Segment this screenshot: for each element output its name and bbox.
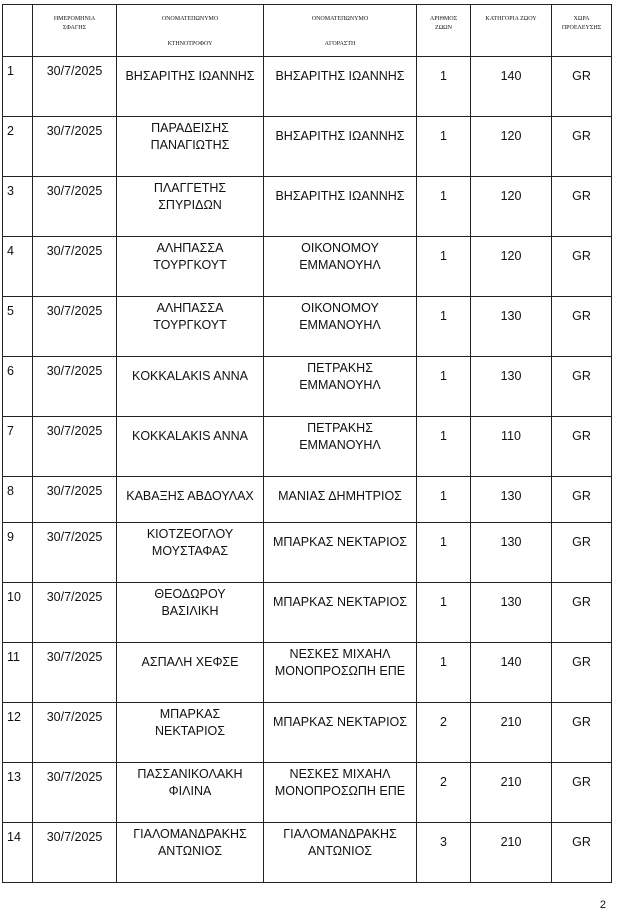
animal-category-cell: 120 <box>471 237 552 297</box>
breeder-name-cell-line: ΘΕΟΔΩΡΟΥ <box>154 587 226 601</box>
slaughter-date-cell: 30/7/2025 <box>33 703 117 763</box>
table-row <box>3 117 612 177</box>
table-row <box>3 643 612 703</box>
buyer-name-cell <box>264 57 417 117</box>
buyer-name-cell-line: ΜΟΝΟΠΡΟΣΩΠΗ ΕΠΕ <box>274 784 406 798</box>
row-index-cell: 14 <box>3 823 33 883</box>
header-date-line-2: ΣΦΑΓΗΣ <box>62 25 87 31</box>
breeder-name-cell-line: ΒΑΣΙΛΙΚΗ <box>161 604 219 618</box>
header-country-of-origin <box>552 5 612 57</box>
row-index-cell: 8 <box>3 477 33 523</box>
header-index <box>3 5 33 57</box>
header-breeder-line-2: ΚΤΗΝΟΤΡΟΦΟΥ <box>167 41 213 47</box>
table-row <box>3 823 612 883</box>
country-of-origin-cell: GR <box>552 703 612 763</box>
buyer-name-cell-line: ΜΠΑΡΚΑΣ ΝΕΚΤΑΡΙΟΣ <box>273 715 407 729</box>
buyer-name-cell-line: ΕΜΜΑΝΟΥΗΛ <box>299 258 381 272</box>
buyer-name-cell <box>264 417 417 477</box>
table-header-row <box>3 5 612 57</box>
animal-count-cell: 2 <box>417 763 471 823</box>
buyer-name-cell <box>264 297 417 357</box>
breeder-name-cell <box>117 823 264 883</box>
table-row <box>3 177 612 237</box>
country-of-origin-cell: GR <box>552 177 612 237</box>
page-number: 2 <box>599 899 606 911</box>
breeder-name-cell-line: ΜΠΑΡΚΑΣ <box>159 707 221 721</box>
animal-count-cell: 1 <box>417 523 471 583</box>
breeder-name-cell-line: ΦΙΛΙΝΑ <box>168 784 212 798</box>
table-row <box>3 583 612 643</box>
table-row <box>3 523 612 583</box>
breeder-name-cell <box>117 237 264 297</box>
buyer-name-cell <box>264 477 417 523</box>
header-date-line-1: ΗΜΕΡΟΜΗΝΙΑ <box>53 16 96 22</box>
row-index-cell: 9 <box>3 523 33 583</box>
slaughter-records-table-wrapper <box>2 4 611 882</box>
row-index-cell: 12 <box>3 703 33 763</box>
animal-count-cell: 3 <box>417 823 471 883</box>
table-row <box>3 57 612 117</box>
header-breeder-line-1: ΟΝΟΜΑΤΕΠΩΝΥΜΟ <box>161 16 219 22</box>
buyer-name-cell-line: ΝΕΣΚΕΣ ΜΙΧΑΗΛ <box>289 647 391 661</box>
buyer-name-cell-line: ΓΙΑΛΟΜΑΝΔΡΑΚΗΣ <box>283 827 397 841</box>
header-animal-category <box>471 5 552 57</box>
breeder-name-cell-line: ΠΛΑΓΓΕΤΗΣ <box>153 181 227 195</box>
header-count-line-1: ΑΡΙΘΜΟΣ <box>429 16 458 22</box>
animal-category-cell: 140 <box>471 643 552 703</box>
animal-category-cell: 130 <box>471 477 552 523</box>
slaughter-date-cell: 30/7/2025 <box>33 117 117 177</box>
buyer-name-cell-line: ΕΜΜΑΝΟΥΗΛ <box>299 318 381 332</box>
buyer-name-cell-line: ΕΜΜΑΝΟΥΗΛ <box>299 438 381 452</box>
slaughter-date-cell: 30/7/2025 <box>33 583 117 643</box>
slaughter-date-cell: 30/7/2025 <box>33 297 117 357</box>
header-count-line-2: ΖΩΩΝ <box>435 25 452 31</box>
breeder-name-cell-line: ΚΙΟΤΖΕΟΓΛΟΥ <box>146 527 234 541</box>
buyer-name-cell <box>264 117 417 177</box>
breeder-name-cell <box>117 117 264 177</box>
animal-category-cell: 130 <box>471 583 552 643</box>
breeder-name-cell <box>117 477 264 523</box>
animal-category-cell: 120 <box>471 177 552 237</box>
row-index-cell: 1 <box>3 57 33 117</box>
buyer-name-cell <box>264 523 417 583</box>
animal-category-cell: 140 <box>471 57 552 117</box>
slaughter-date-cell: 30/7/2025 <box>33 523 117 583</box>
animal-count-cell: 1 <box>417 237 471 297</box>
header-buyer-line-2: ΑΓΟΡΑΣΤΗ <box>324 41 356 47</box>
header-country-line-2: ΠΡΟΕΛΕΥΣΗΣ <box>561 25 602 31</box>
header-country-line-1: ΧΩΡΑ <box>573 16 590 22</box>
buyer-name-cell-line: ΑΝΤΩΝΙΟΣ <box>307 844 373 858</box>
slaughter-date-cell: 30/7/2025 <box>33 763 117 823</box>
row-index-cell: 7 <box>3 417 33 477</box>
header-breeder-name <box>117 5 264 57</box>
breeder-name-cell-line: ΒΗΣΑΡΙΤΗΣ ΙΩΑΝΝΗΣ <box>125 69 255 83</box>
animal-count-cell: 1 <box>417 57 471 117</box>
row-index-cell: 3 <box>3 177 33 237</box>
table-row <box>3 297 612 357</box>
animal-count-cell: 2 <box>417 703 471 763</box>
buyer-name-cell-line: ΠΕΤΡΑΚΗΣ <box>307 361 373 375</box>
breeder-name-cell-line: ΑΛΗΠΑΣΣΑ <box>156 301 224 315</box>
buyer-name-cell <box>264 703 417 763</box>
table-row <box>3 357 612 417</box>
breeder-name-cell-line: ΠΑΡΑΔΕΙΣΗΣ <box>151 121 229 135</box>
row-index-cell: 13 <box>3 763 33 823</box>
animal-count-cell: 1 <box>417 583 471 643</box>
breeder-name-cell-line: ΑΝΤΩΝΙΟΣ <box>157 844 223 858</box>
breeder-name-cell-line: ΝΕΚΤΑΡΙΟΣ <box>154 724 225 738</box>
breeder-name-cell-line: ΠΑΝΑΓΙΩΤΗΣ <box>150 138 230 152</box>
animal-count-cell: 1 <box>417 177 471 237</box>
header-animal-count <box>417 5 471 57</box>
row-index-cell: 5 <box>3 297 33 357</box>
header-slaughter-date <box>33 5 117 57</box>
buyer-name-cell-line: ΟΙΚΟΝΟΜΟΥ <box>301 241 379 255</box>
buyer-name-cell-line: ΜΠΑΡΚΑΣ ΝΕΚΤΑΡΙΟΣ <box>273 535 407 549</box>
country-of-origin-cell: GR <box>552 357 612 417</box>
row-index-cell: 11 <box>3 643 33 703</box>
breeder-name-cell-line: ΚΑΒΑΞΗΣ ΑΒΔΟΥΛΑΧ <box>126 489 254 503</box>
slaughter-date-cell: 30/7/2025 <box>33 823 117 883</box>
country-of-origin-cell: GR <box>552 417 612 477</box>
header-buyer-line-1: ΟΝΟΜΑΤΕΠΩΝΥΜΟ <box>311 16 369 22</box>
buyer-name-cell-line: ΒΗΣΑΡΙΤΗΣ ΙΩΑΝΝΗΣ <box>275 69 405 83</box>
buyer-name-cell-line: ΝΕΣΚΕΣ ΜΙΧΑΗΛ <box>289 767 391 781</box>
buyer-name-cell <box>264 643 417 703</box>
breeder-name-cell-line: ΑΛΗΠΑΣΣΑ <box>156 241 224 255</box>
country-of-origin-cell: GR <box>552 583 612 643</box>
animal-category-cell: 130 <box>471 523 552 583</box>
buyer-name-cell-line: ΒΗΣΑΡΙΤΗΣ ΙΩΑΝΝΗΣ <box>275 189 405 203</box>
country-of-origin-cell: GR <box>552 763 612 823</box>
table-row <box>3 703 612 763</box>
animal-count-cell: 1 <box>417 297 471 357</box>
buyer-name-cell-line: ΒΗΣΑΡΙΤΗΣ ΙΩΑΝΝΗΣ <box>275 129 405 143</box>
breeder-name-cell <box>117 297 264 357</box>
animal-count-cell: 1 <box>417 417 471 477</box>
breeder-name-cell-line: KOKKALAKIS ANNA <box>131 369 249 383</box>
animal-category-cell: 130 <box>471 297 552 357</box>
animal-count-cell: 1 <box>417 477 471 523</box>
breeder-name-cell <box>117 763 264 823</box>
country-of-origin-cell: GR <box>552 237 612 297</box>
slaughter-date-cell: 30/7/2025 <box>33 357 117 417</box>
country-of-origin-cell: GR <box>552 297 612 357</box>
breeder-name-cell <box>117 583 264 643</box>
buyer-name-cell <box>264 237 417 297</box>
country-of-origin-cell: GR <box>552 523 612 583</box>
animal-category-cell: 110 <box>471 417 552 477</box>
buyer-name-cell-line: ΕΜΜΑΝΟΥΗΛ <box>299 378 381 392</box>
buyer-name-cell-line: ΟΙΚΟΝΟΜΟΥ <box>301 301 379 315</box>
slaughter-date-cell: 30/7/2025 <box>33 177 117 237</box>
breeder-name-cell-line: ΓΙΑΛΟΜΑΝΔΡΑΚΗΣ <box>133 827 247 841</box>
table-row <box>3 417 612 477</box>
table-body <box>3 57 612 883</box>
breeder-name-cell <box>117 177 264 237</box>
breeder-name-cell-line: ΣΠΥΡΙΔΩΝ <box>158 198 222 212</box>
breeder-name-cell <box>117 357 264 417</box>
row-index-cell: 2 <box>3 117 33 177</box>
buyer-name-cell-line: ΜΑΝΙΑΣ ΔΗΜΗΤΡΙΟΣ <box>278 489 402 503</box>
country-of-origin-cell: GR <box>552 57 612 117</box>
breeder-name-cell <box>117 523 264 583</box>
header-category-label: ΚΑΤΗΓΟΡΙΑ ΖΩΟΥ <box>485 16 537 22</box>
animal-category-cell: 210 <box>471 763 552 823</box>
row-index-cell: 4 <box>3 237 33 297</box>
breeder-name-cell <box>117 703 264 763</box>
animal-count-cell: 1 <box>417 643 471 703</box>
animal-category-cell: 130 <box>471 357 552 417</box>
country-of-origin-cell: GR <box>552 477 612 523</box>
buyer-name-cell <box>264 763 417 823</box>
breeder-name-cell <box>117 417 264 477</box>
slaughter-date-cell: 30/7/2025 <box>33 57 117 117</box>
animal-category-cell: 210 <box>471 703 552 763</box>
buyer-name-cell <box>264 177 417 237</box>
row-index-cell: 6 <box>3 357 33 417</box>
slaughter-records-table <box>2 4 612 883</box>
breeder-name-cell-line: ΠΑΣΣΑΝΙΚΟΛΑΚΗ <box>137 767 243 781</box>
slaughter-date-cell: 30/7/2025 <box>33 643 117 703</box>
buyer-name-cell <box>264 583 417 643</box>
header-buyer-name <box>264 5 417 57</box>
breeder-name-cell-line: ΜΟΥΣΤΑΦΑΣ <box>151 544 229 558</box>
row-index-cell: 10 <box>3 583 33 643</box>
breeder-name-cell <box>117 57 264 117</box>
country-of-origin-cell: GR <box>552 117 612 177</box>
animal-category-cell: 120 <box>471 117 552 177</box>
breeder-name-cell-line: ΑΣΠΑΛΗ ΧΕΦΣΕ <box>141 655 239 669</box>
buyer-name-cell <box>264 823 417 883</box>
buyer-name-cell-line: ΜΠΑΡΚΑΣ ΝΕΚΤΑΡΙΟΣ <box>273 595 407 609</box>
buyer-name-cell-line: ΠΕΤΡΑΚΗΣ <box>307 421 373 435</box>
buyer-name-cell-line: ΜΟΝΟΠΡΟΣΩΠΗ ΕΠΕ <box>274 664 406 678</box>
country-of-origin-cell: GR <box>552 823 612 883</box>
breeder-name-cell-line: ΤΟΥΡΓΚΟΥΤ <box>153 318 227 332</box>
breeder-name-cell-line: KOKKALAKIS ANNA <box>131 429 249 443</box>
animal-category-cell: 210 <box>471 823 552 883</box>
table-row <box>3 237 612 297</box>
breeder-name-cell-line: ΤΟΥΡΓΚΟΥΤ <box>153 258 227 272</box>
animal-count-cell: 1 <box>417 117 471 177</box>
country-of-origin-cell: GR <box>552 643 612 703</box>
buyer-name-cell <box>264 357 417 417</box>
table-row <box>3 477 612 523</box>
slaughter-date-cell: 30/7/2025 <box>33 417 117 477</box>
slaughter-date-cell: 30/7/2025 <box>33 237 117 297</box>
slaughter-date-cell: 30/7/2025 <box>33 477 117 523</box>
animal-count-cell: 1 <box>417 357 471 417</box>
table-row <box>3 763 612 823</box>
breeder-name-cell <box>117 643 264 703</box>
